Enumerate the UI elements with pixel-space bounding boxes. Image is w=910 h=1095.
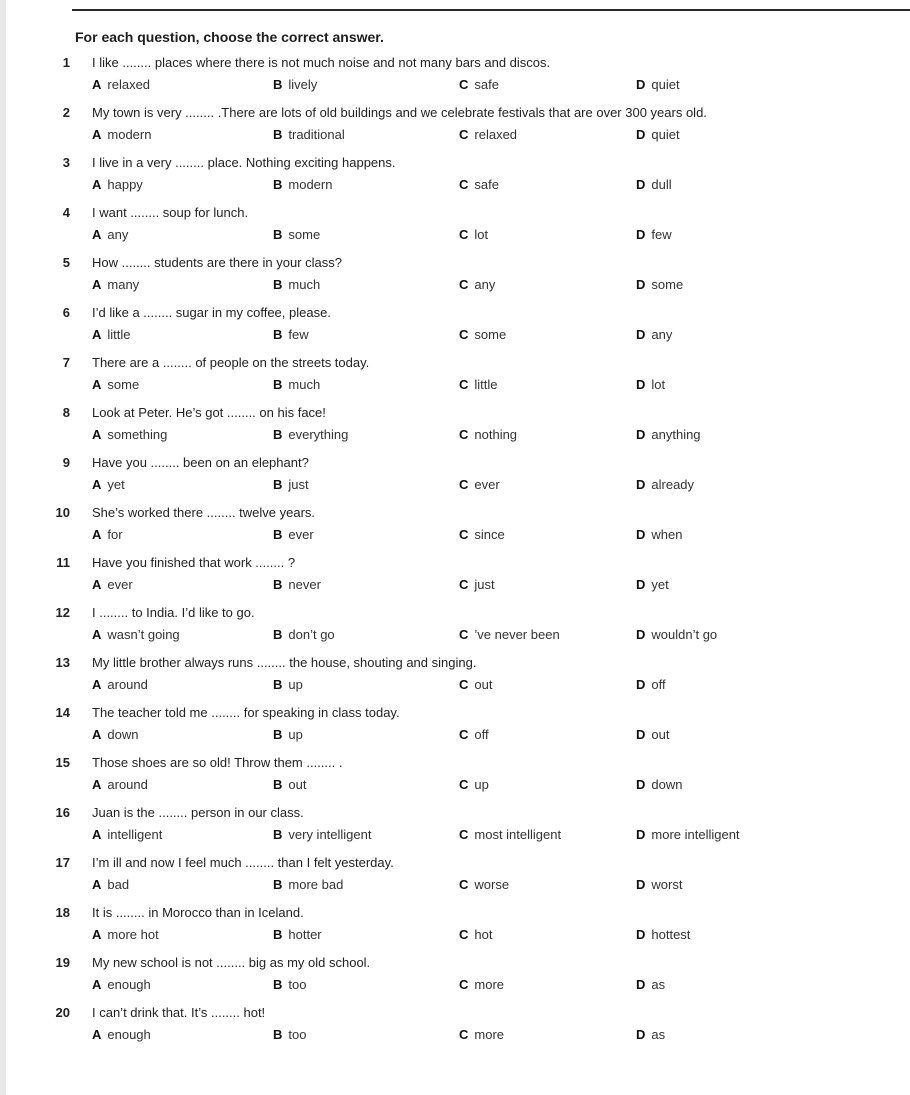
option-a[interactable]: A many xyxy=(92,277,140,292)
option-a[interactable]: A little xyxy=(92,327,131,342)
question-item xyxy=(0,253,910,303)
option-a-text: enough xyxy=(107,977,151,992)
option-c-text: ’ve never been xyxy=(474,627,560,642)
question-line xyxy=(0,353,900,373)
answer-options xyxy=(0,625,900,645)
option-d-text: off xyxy=(651,677,666,692)
question-line xyxy=(0,853,900,873)
question-line xyxy=(0,503,900,523)
option-d[interactable]: D lot xyxy=(636,377,666,392)
option-a[interactable]: A ever xyxy=(92,577,133,592)
question-text: My little brother always runs ........ the house, shouting and singing. xyxy=(92,655,477,670)
option-a-text: something xyxy=(107,427,168,442)
question-item xyxy=(0,53,910,103)
option-c-text: ever xyxy=(474,477,500,492)
question-item xyxy=(0,153,910,203)
option-b-text: too xyxy=(288,1027,307,1042)
answer-options xyxy=(0,475,900,495)
question-number: 16 xyxy=(55,805,70,820)
question-line xyxy=(0,903,900,923)
question-text: I’m ill and now I feel much ........ than I felt yesterday. xyxy=(92,855,394,870)
option-a-text: little xyxy=(107,327,131,342)
option-b[interactable]: B more bad xyxy=(273,877,344,892)
question-line xyxy=(0,953,900,973)
option-c-text: since xyxy=(474,527,505,542)
question-line xyxy=(0,603,900,623)
option-b[interactable]: B too xyxy=(273,977,307,992)
option-a-text: wasn’t going xyxy=(107,627,180,642)
question-text: Juan is the ........ person in our class. xyxy=(92,805,304,820)
option-c[interactable]: C some xyxy=(459,327,507,342)
option-d[interactable]: D off xyxy=(636,677,666,692)
answer-options xyxy=(0,725,900,745)
option-a-text: modern xyxy=(107,127,152,142)
option-c[interactable]: C any xyxy=(459,277,496,292)
question-item xyxy=(0,403,910,453)
option-b[interactable]: B very intelligent xyxy=(273,827,372,842)
option-d-text: lot xyxy=(651,377,666,392)
option-a[interactable]: A more hot xyxy=(92,927,159,942)
question-number: 2 xyxy=(62,105,70,120)
option-b[interactable]: B never xyxy=(273,577,321,592)
question-number: 11 xyxy=(56,555,70,570)
option-c[interactable]: C since xyxy=(459,527,505,542)
option-d[interactable]: D as xyxy=(636,1027,666,1042)
option-d-text: when xyxy=(651,527,683,542)
option-b[interactable]: B traditional xyxy=(273,127,345,142)
question-text: I ........ to India. I’d like to go. xyxy=(92,605,255,620)
option-a[interactable]: A any xyxy=(92,227,129,242)
question-line xyxy=(0,703,900,723)
option-d-text: any xyxy=(651,327,673,342)
option-c-text: more xyxy=(474,977,505,992)
option-d-text: yet xyxy=(651,577,669,592)
question-number: 9 xyxy=(62,455,70,470)
question-text: My town is very ........ .There are lots of old buildings and we celebrate festivals that are over 300 years old. xyxy=(92,105,707,120)
option-a-text: more hot xyxy=(107,927,159,942)
option-d[interactable]: D some xyxy=(636,277,684,292)
option-a[interactable]: A for xyxy=(92,527,123,542)
answer-options xyxy=(0,925,900,945)
option-c[interactable]: C hot xyxy=(459,927,493,942)
question-text: Those shoes are so old! Throw them ........ . xyxy=(92,755,343,770)
option-a[interactable]: A some xyxy=(92,377,140,392)
option-d[interactable]: D anything xyxy=(636,427,701,442)
question-line xyxy=(0,103,900,123)
option-c-text: safe xyxy=(474,77,499,92)
question-text: Have you finished that work ........ ? xyxy=(92,555,296,570)
option-c[interactable]: C ’ve never been xyxy=(459,627,560,642)
option-d-text: few xyxy=(651,227,672,242)
question-number: 12 xyxy=(55,605,70,620)
answer-options xyxy=(0,375,900,395)
question-text: Look at Peter. He’s got ........ on his face! xyxy=(92,405,326,420)
question-number: 6 xyxy=(62,305,70,320)
option-b[interactable]: B much xyxy=(273,277,321,292)
option-d-text: anything xyxy=(651,427,701,442)
option-d[interactable]: D out xyxy=(636,727,670,742)
question-item xyxy=(0,353,910,403)
option-a[interactable]: A bad xyxy=(92,877,130,892)
answer-options xyxy=(0,575,900,595)
option-d-text: hottest xyxy=(651,927,691,942)
option-b[interactable]: B some xyxy=(273,227,321,242)
answer-options xyxy=(0,225,900,245)
option-a[interactable]: A enough xyxy=(92,1027,151,1042)
question-number: 3 xyxy=(62,155,70,170)
option-a-text: relaxed xyxy=(107,77,151,92)
question-line xyxy=(0,1003,900,1023)
question-text: I want ........ soup for lunch. xyxy=(92,205,249,220)
option-b-text: some xyxy=(288,227,321,242)
question-item xyxy=(0,1003,910,1053)
option-c[interactable]: C ever xyxy=(459,477,500,492)
question-number: 20 xyxy=(55,1005,70,1020)
option-a[interactable]: A down xyxy=(92,727,139,742)
option-c-text: up xyxy=(474,777,489,792)
option-d-text: dull xyxy=(651,177,672,192)
question-text: She’s worked there ........ twelve years. xyxy=(92,505,316,520)
option-d[interactable]: D as xyxy=(636,977,666,992)
option-d-text: wouldn’t go xyxy=(651,627,718,642)
question-item xyxy=(0,553,910,603)
question-item xyxy=(0,453,910,503)
option-b[interactable]: B lively xyxy=(273,77,318,92)
option-d-text: out xyxy=(651,727,670,742)
option-c[interactable]: C safe xyxy=(459,77,499,92)
option-b[interactable]: B too xyxy=(273,1027,307,1042)
question-item xyxy=(0,303,910,353)
question-text: It is ........ in Morocco than in Iceland. xyxy=(92,905,304,920)
option-d-text: quiet xyxy=(651,127,680,142)
question-item xyxy=(0,953,910,1003)
question-line xyxy=(0,253,900,273)
option-a-text: down xyxy=(107,727,139,742)
option-a-text: for xyxy=(107,527,123,542)
answer-options xyxy=(0,1025,900,1045)
question-text: I’d like a ........ sugar in my coffee, please. xyxy=(92,305,331,320)
top-divider xyxy=(72,9,910,11)
question-number: 5 xyxy=(62,255,70,270)
question-number: 1 xyxy=(62,55,70,70)
option-c-text: worse xyxy=(474,877,510,892)
answer-options xyxy=(0,675,900,695)
option-c[interactable]: C little xyxy=(459,377,498,392)
question-number: 10 xyxy=(55,505,70,520)
option-a[interactable]: A relaxed xyxy=(92,77,151,92)
question-item xyxy=(0,653,910,703)
option-d-text: some xyxy=(651,277,684,292)
question-line xyxy=(0,553,900,573)
option-c[interactable]: C up xyxy=(459,777,489,792)
option-b-text: too xyxy=(288,977,307,992)
option-c[interactable]: C nothing xyxy=(459,427,518,442)
option-c-text: any xyxy=(474,277,496,292)
option-b[interactable]: B out xyxy=(273,777,307,792)
option-b-text: don’t go xyxy=(288,627,335,642)
question-item xyxy=(0,803,910,853)
option-d[interactable]: D when xyxy=(636,527,683,542)
question-line xyxy=(0,153,900,173)
option-d-text: as xyxy=(651,1027,666,1042)
question-number: 14 xyxy=(55,705,70,720)
option-b[interactable]: B everything xyxy=(273,427,349,442)
question-item xyxy=(0,103,910,153)
question-item xyxy=(0,753,910,803)
option-b[interactable]: B just xyxy=(273,477,309,492)
question-item xyxy=(0,603,910,653)
option-a[interactable]: A something xyxy=(92,427,168,442)
question-text: I can’t drink that. It’s ........ hot! xyxy=(92,1005,266,1020)
option-a[interactable]: A modern xyxy=(92,127,152,142)
option-b-text: up xyxy=(288,677,303,692)
answer-options xyxy=(0,875,900,895)
option-d[interactable]: D already xyxy=(636,477,695,492)
option-c[interactable]: C lot xyxy=(459,227,489,242)
question-number: 13 xyxy=(55,655,70,670)
option-c-text: some xyxy=(474,327,507,342)
option-b-text: just xyxy=(288,477,309,492)
option-c[interactable]: C off xyxy=(459,727,489,742)
option-a[interactable]: A wasn’t going xyxy=(92,627,180,642)
instructions-heading: For each question, choose the correct answer. xyxy=(75,29,384,45)
option-b-text: much xyxy=(288,277,321,292)
option-c-text: hot xyxy=(474,927,493,942)
answer-options xyxy=(0,175,900,195)
option-b[interactable]: B hotter xyxy=(273,927,322,942)
option-d-text: more intelligent xyxy=(651,827,740,842)
question-number: 7 xyxy=(62,355,70,370)
option-b-text: up xyxy=(288,727,303,742)
question-line xyxy=(0,53,900,73)
option-d-text: worst xyxy=(651,877,683,892)
option-b[interactable]: B much xyxy=(273,377,321,392)
option-a-text: yet xyxy=(107,477,125,492)
option-d[interactable]: D down xyxy=(636,777,683,792)
option-c[interactable]: C more xyxy=(459,977,505,992)
option-a-text: around xyxy=(107,777,148,792)
question-text: Have you ........ been on an elephant? xyxy=(92,455,309,470)
question-text: There are a ........ of people on the streets today. xyxy=(92,355,370,370)
option-d[interactable]: D dull xyxy=(636,177,672,192)
option-a-text: many xyxy=(107,277,140,292)
option-d[interactable]: D hottest xyxy=(636,927,691,942)
question-item xyxy=(0,703,910,753)
question-number: 19 xyxy=(55,955,70,970)
answer-options xyxy=(0,125,900,145)
option-b[interactable]: B up xyxy=(273,727,303,742)
question-text: I like ........ places where there is not much noise and not many bars and discos. xyxy=(92,55,551,70)
answer-options xyxy=(0,525,900,545)
option-c[interactable]: C safe xyxy=(459,177,499,192)
option-c-text: out xyxy=(474,677,493,692)
option-d[interactable]: D yet xyxy=(636,577,669,592)
option-b-text: much xyxy=(288,377,321,392)
option-c-text: nothing xyxy=(474,427,518,442)
option-b[interactable]: B few xyxy=(273,327,309,342)
question-number: 8 xyxy=(62,405,70,420)
option-b-text: out xyxy=(288,777,307,792)
option-a-text: intelligent xyxy=(107,827,163,842)
option-a[interactable]: A happy xyxy=(92,177,143,192)
option-b[interactable]: B ever xyxy=(273,527,314,542)
option-b-text: very intelligent xyxy=(288,827,372,842)
option-d[interactable]: D quiet xyxy=(636,127,680,142)
option-c[interactable]: C worse xyxy=(459,877,510,892)
answer-options xyxy=(0,75,900,95)
option-d-text: quiet xyxy=(651,77,680,92)
option-a[interactable]: A yet xyxy=(92,477,125,492)
question-text: How ........ students are there in your class? xyxy=(92,255,343,270)
question-number: 18 xyxy=(55,905,70,920)
option-b[interactable]: B don’t go xyxy=(273,627,335,642)
option-b-text: hotter xyxy=(288,927,322,942)
question-item xyxy=(0,853,910,903)
answer-options xyxy=(0,325,900,345)
question-text: I live in a very ........ place. Nothing exciting happens. xyxy=(92,155,396,170)
question-line xyxy=(0,403,900,423)
option-c[interactable]: C out xyxy=(459,677,493,692)
question-line xyxy=(0,803,900,823)
option-c[interactable]: C relaxed xyxy=(459,127,518,142)
option-a-text: ever xyxy=(107,577,133,592)
answer-options xyxy=(0,275,900,295)
option-c-text: most intelligent xyxy=(474,827,562,842)
option-c-text: just xyxy=(474,577,495,592)
answer-options xyxy=(0,825,900,845)
option-d[interactable]: D any xyxy=(636,327,673,342)
option-c-text: lot xyxy=(474,227,489,242)
question-number: 15 xyxy=(55,755,70,770)
option-d-text: already xyxy=(651,477,695,492)
option-a[interactable]: A enough xyxy=(92,977,151,992)
answer-options xyxy=(0,975,900,995)
question-list xyxy=(0,53,910,1053)
option-c[interactable]: C more xyxy=(459,1027,505,1042)
option-b-text: few xyxy=(288,327,309,342)
question-line xyxy=(0,653,900,673)
question-text: The teacher told me ........ for speaking in class today. xyxy=(92,705,400,720)
option-d-text: down xyxy=(651,777,683,792)
option-d[interactable]: D more intelligent xyxy=(636,827,740,842)
option-a-text: some xyxy=(107,377,140,392)
option-d[interactable]: D wouldn’t go xyxy=(636,627,718,642)
option-b-text: modern xyxy=(288,177,333,192)
option-a[interactable]: A around xyxy=(92,677,148,692)
option-b-text: ever xyxy=(288,527,314,542)
option-b-text: never xyxy=(288,577,321,592)
option-c[interactable]: C just xyxy=(459,577,495,592)
option-b-text: more bad xyxy=(288,877,344,892)
option-a[interactable]: A intelligent xyxy=(92,827,163,842)
option-b[interactable]: B modern xyxy=(273,177,333,192)
option-c-text: more xyxy=(474,1027,505,1042)
question-item xyxy=(0,903,910,953)
option-a[interactable]: A around xyxy=(92,777,148,792)
question-number: 17 xyxy=(55,855,70,870)
option-a-text: around xyxy=(107,677,148,692)
question-number: 4 xyxy=(62,205,70,220)
question-line xyxy=(0,753,900,773)
option-b-text: everything xyxy=(288,427,349,442)
option-c[interactable]: C most intelligent xyxy=(459,827,562,842)
question-line xyxy=(0,203,900,223)
option-c-text: safe xyxy=(474,177,499,192)
option-a-text: any xyxy=(107,227,129,242)
option-d[interactable]: D worst xyxy=(636,877,683,892)
question-line xyxy=(0,303,900,323)
option-c-text: little xyxy=(474,377,498,392)
answer-options xyxy=(0,425,900,445)
option-d[interactable]: D few xyxy=(636,227,672,242)
option-b-text: lively xyxy=(288,77,318,92)
option-c-text: relaxed xyxy=(474,127,518,142)
option-b-text: traditional xyxy=(288,127,345,142)
option-c-text: off xyxy=(474,727,489,742)
option-a-text: bad xyxy=(107,877,130,892)
option-d-text: as xyxy=(651,977,666,992)
answer-options xyxy=(0,775,900,795)
option-a-text: enough xyxy=(107,1027,151,1042)
option-a-text: happy xyxy=(107,177,143,192)
question-text: My new school is not ........ big as my old school. xyxy=(92,955,371,970)
option-b[interactable]: B up xyxy=(273,677,303,692)
question-line xyxy=(0,453,900,473)
question-item xyxy=(0,503,910,553)
question-item xyxy=(0,203,910,253)
option-d[interactable]: D quiet xyxy=(636,77,680,92)
